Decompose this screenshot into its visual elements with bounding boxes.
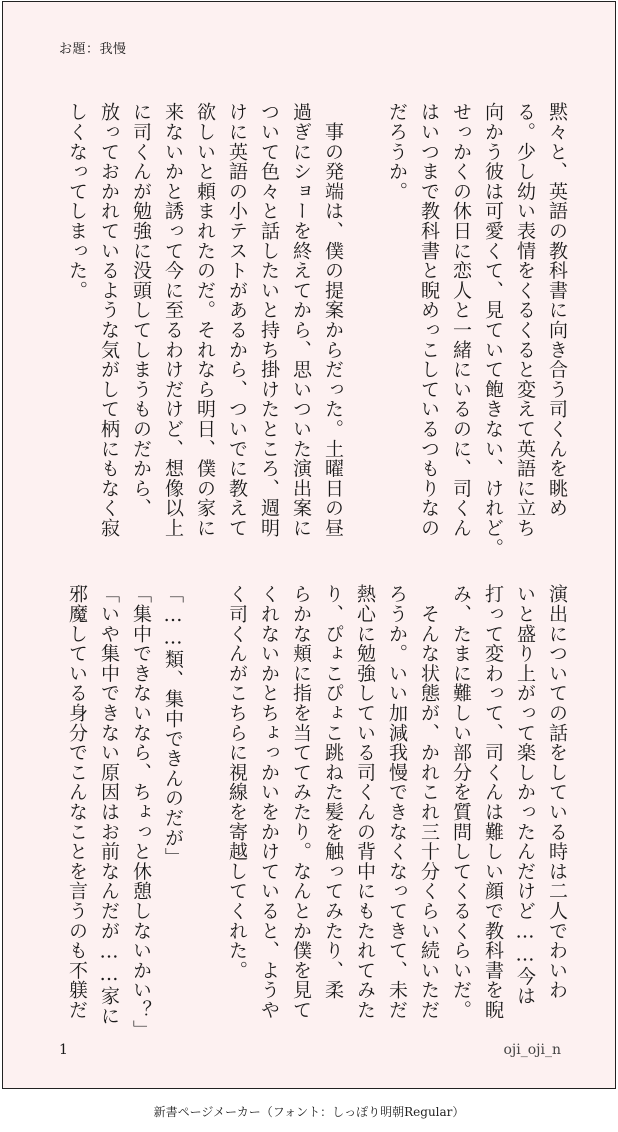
text-line: 向かう彼は可愛くて、見ていて飽きない、けれど。: [482, 102, 504, 558]
text-line: み、たまに難しい部分を質問してくるくらいだ。: [450, 584, 472, 1020]
text-line: 演出についての話をしている時は二人でわいわ: [546, 584, 568, 1000]
text-line: せっかくの休日に恋人と一緒にいるのに、司くん: [450, 102, 472, 538]
text-line: はいつまで教科書と睨めっこしているつもりなの: [418, 102, 440, 538]
text-line: 放っておかれているような気がして柄にもなく寂: [98, 102, 120, 538]
text-line: 来ないかと誘って今に至るわけだけど、想像以上: [162, 102, 184, 538]
text-line: く司くんがこちらに視線を寄越してくれた。: [226, 584, 248, 980]
text-block-bottom: [61, 584, 573, 1040]
footer-credit: 新書ページメーカー（フォント：しっぽり明朝Regular）: [153, 1105, 465, 1119]
text-line: らかな頬に指を当ててみたり。なんとか僕を見て: [290, 584, 312, 1020]
text-line: る。少し幼い表情をくるくると変えて英語に立ち: [514, 102, 536, 538]
text-line: 邪魔している身分でこんなことを言うのも不躾だ: [66, 584, 88, 1020]
text-line: り、ぴょこぴょこ跳ねた髪を触ってみたり、柔: [322, 584, 344, 1000]
text-line: くれないかとちょっかいをかけていると、ようや: [258, 584, 280, 1020]
text-line: 黙々と、英語の教科書に向き合う司くんを眺め: [546, 102, 568, 518]
text-line: ろうか。いい加減我慢できなくなってきて、未だ: [386, 584, 408, 1020]
text-line: そんな状態が、かれこれ三十分くらい続いただ: [418, 584, 440, 1020]
page-sheet: [2, 1, 616, 1089]
text-line: 熱心に勉強している司くんの背中にもたれてみた: [354, 584, 376, 1020]
text-line: ついて色々と話したいと持ち掛けたところ、週明: [258, 102, 280, 538]
text-line: [349, 102, 381, 582]
text-line: 事の発端は、僕の提案からだった。土曜日の昼: [322, 102, 344, 538]
text-block-top: [61, 102, 573, 582]
text-line: [189, 584, 221, 1024]
text-line: 欲しいと頼まれたのだ。それなら明日、僕の家に: [194, 102, 216, 538]
text-line: 打って変わって、司くんは難しい顔で教科書を睨: [482, 584, 504, 1020]
text-line: けに英語の小テストがあるから、ついでに教えて: [226, 102, 248, 538]
text-line: 過ぎにショーを終えてから、思いついた演出案に: [290, 102, 312, 538]
text-line: 「……類、集中できんのだが」: [162, 584, 184, 868]
topic-label: お題：我慢: [59, 42, 127, 57]
text-line: 「いや集中できない原因はお前なんだが……家に: [98, 584, 120, 1026]
author-handle: oji_oji_n: [503, 1042, 561, 1058]
text-line: いと盛り上がって楽しかったんだけど……今は: [514, 584, 536, 1006]
text-line: に司くんが勉強に没頭してしまうものだから、: [130, 102, 152, 518]
text-line: だろうか。: [386, 102, 408, 201]
text-line: しくなってしまった。: [66, 102, 88, 300]
text-line: 「集中できないなら、ちょっと休憩しないかい？」: [130, 584, 152, 1040]
page-number: 1: [59, 1042, 68, 1058]
